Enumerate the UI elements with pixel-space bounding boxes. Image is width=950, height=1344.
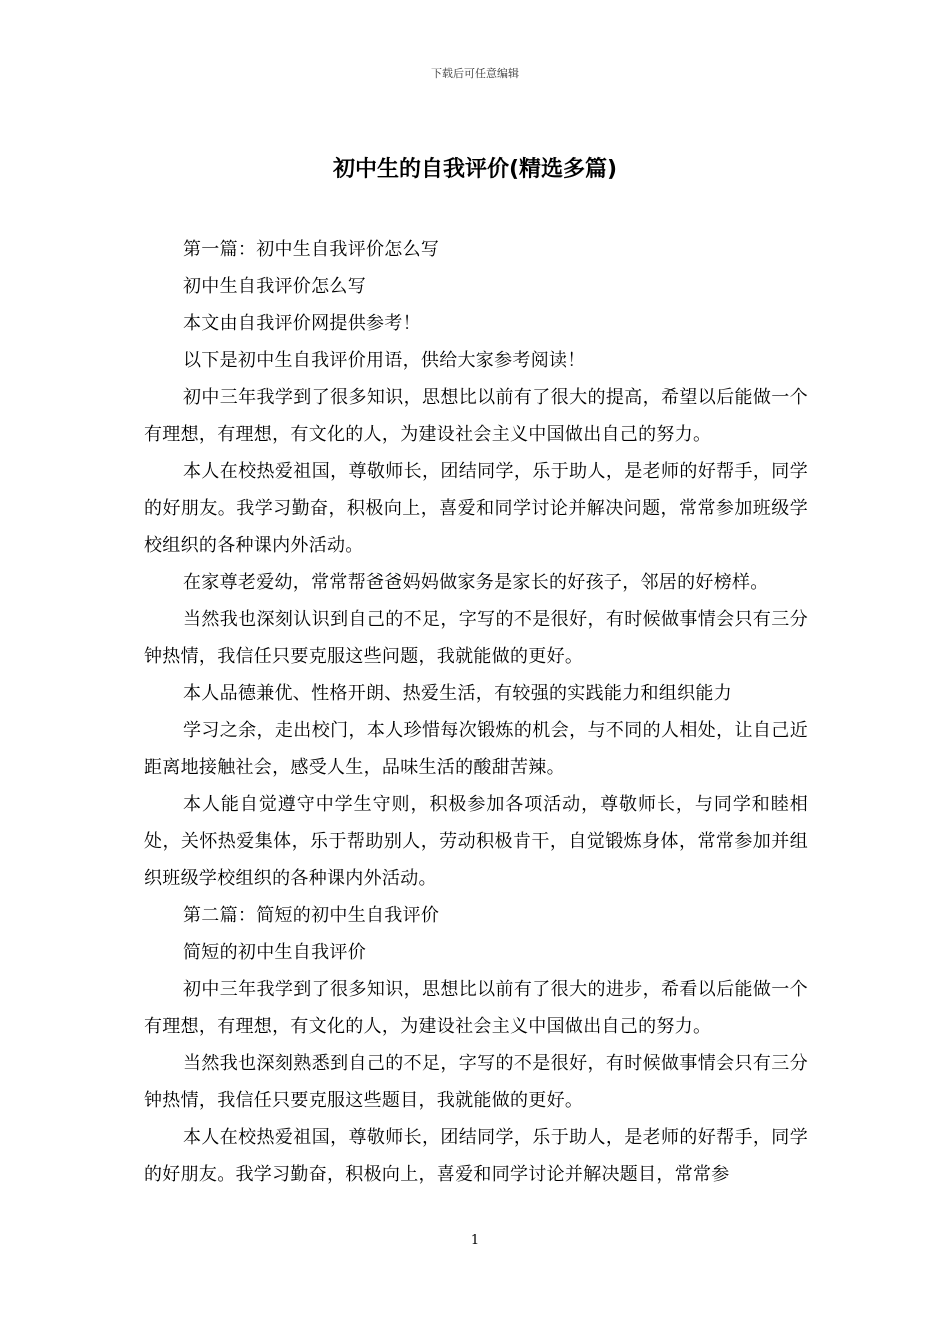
paragraph: 本人在校热爱祖国，尊敬师长，团结同学，乐于助人，是老师的好帮手，同学的好朋友。我学习勤奋，积极向上，喜爱和同学讨论并解决题目，常常参 bbox=[144, 1127, 808, 1185]
paragraph: 当然我也深刻认识到自己的不足，字写的不是很好，有时候做事情会只有三分钟热情，我信任只要克服这些问题，我就能做的更好。 bbox=[144, 609, 808, 667]
paragraph: 本人能自觉遵守中学生守则，积极参加各项活动，尊敬师长，与同学和睦相处，关怀热爱集体，乐于帮助别人，劳动积极肯干，自觉锻炼身体，常常参加并组织班级学校组织的各种课内外活动。 bbox=[144, 794, 808, 889]
paragraph: 初中三年我学到了很多知识，思想比以前有了很大的提高，希望以后能做一个有理想，有理想，有文化的人，为建设社会主义中国做出自己的努力。 bbox=[144, 387, 808, 445]
paragraph: 本人品德兼优、性格开朗、热爱生活，有较强的实践能力和组织能力 bbox=[183, 683, 732, 704]
paragraph-subtitle-1: 初中生自我评价怎么写 bbox=[183, 276, 366, 297]
document-title: 初中生的自我评价(精选多篇) bbox=[332, 157, 618, 182]
paragraph-heading-2: 第二篇：简短的初中生自我评价 bbox=[183, 905, 440, 926]
paragraph: 学习之余，走出校门，本人珍惜每次锻炼的机会，与不同的人相处，让自己近距离地接触社会，感受人生，品味生活的酸甜苦辣。 bbox=[144, 720, 808, 778]
paragraph-subtitle-2: 简短的初中生自我评价 bbox=[183, 942, 366, 963]
paragraph: 在家尊老爱幼，常常帮爸爸妈妈做家务是家长的好孩子，邻居的好榜样。 bbox=[183, 572, 769, 593]
paragraph: 本人在校热爱祖国，尊敬师长，团结同学，乐于助人，是老师的好帮手，同学的好朋友。我学习勤奋，积极向上，喜爱和同学讨论并解决问题，常常参加班级学校组织的各种课内外活动。 bbox=[144, 461, 808, 556]
paragraph-heading-1: 第一篇：初中生自我评价怎么写 bbox=[183, 239, 440, 260]
paragraph: 当然我也深刻熟悉到自己的不足，字写的不是很好，有时候做事情会只有三分钟热情，我信任只要克服这些题目，我就能做的更好。 bbox=[144, 1053, 808, 1111]
paragraph: 以下是初中生自我评价用语，供给大家参考阅读！ bbox=[183, 350, 586, 371]
paragraph: 本文由自我评价网提供参考！ bbox=[183, 313, 421, 334]
paragraph: 初中三年我学到了很多知识，思想比以前有了很大的进步，希看以后能做一个有理想，有理想，有文化的人，为建设社会主义中国做出自己的努力。 bbox=[144, 979, 808, 1037]
page-number: 1 bbox=[470, 1233, 480, 1248]
document-body bbox=[144, 231, 808, 1193]
header-note: 下载后可任意编辑 bbox=[431, 67, 519, 80]
